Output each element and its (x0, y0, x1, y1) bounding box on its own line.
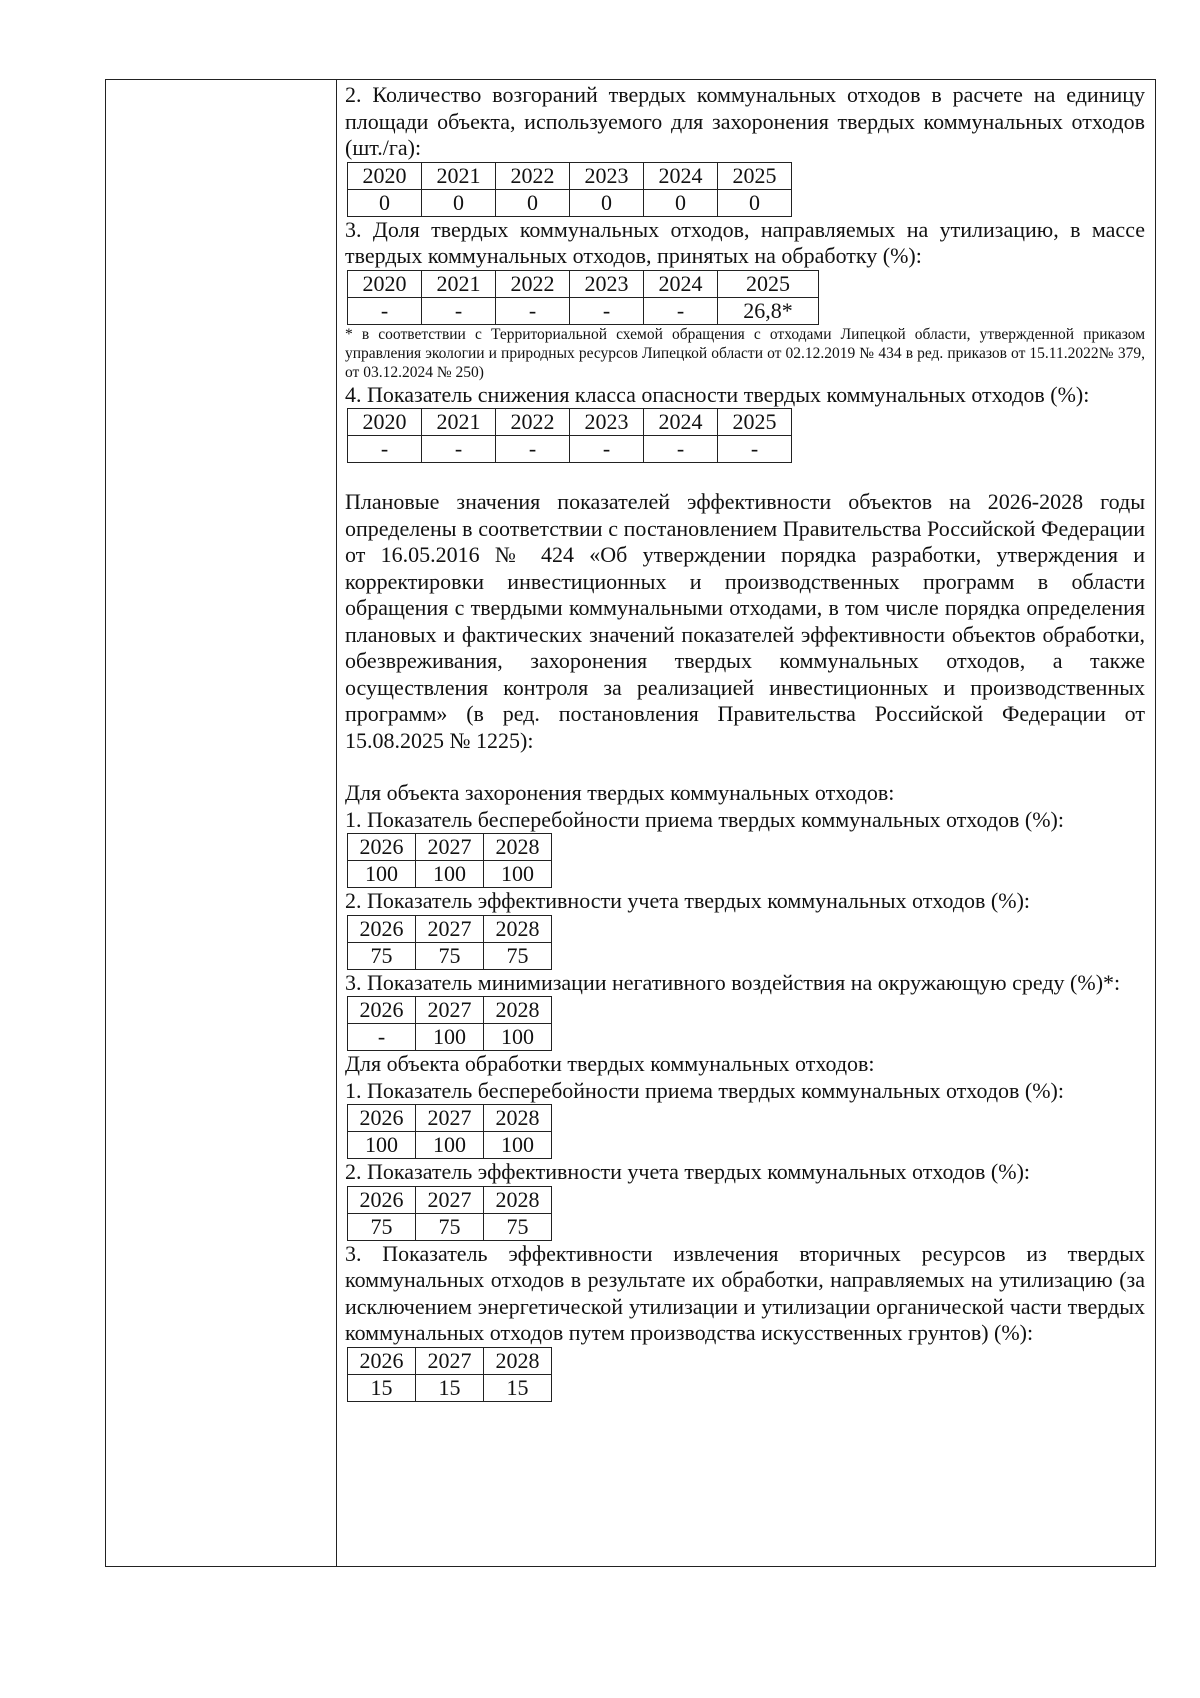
table-row-values (348, 1213, 552, 1240)
year-cell: 2028 (484, 1347, 552, 1374)
year-cell: 2026 (348, 997, 416, 1024)
table-row-values (348, 189, 792, 216)
year-cell: 2027 (416, 1105, 484, 1132)
year-cell: 2027 (416, 997, 484, 1024)
table-row-years (348, 270, 819, 297)
year-cell: 2028 (484, 915, 552, 942)
value-cell: 15 (484, 1374, 552, 1401)
year-cell: 2027 (416, 1186, 484, 1213)
year-cell: 2023 (570, 409, 644, 436)
year-cell: 2024 (644, 270, 718, 297)
processing-indicator-2-table (347, 1186, 552, 1241)
value-cell: - (422, 436, 496, 463)
year-cell: 2026 (348, 1105, 416, 1132)
value-cell: 0 (718, 189, 792, 216)
value-cell: 75 (484, 942, 552, 969)
burial-indicator-2-table (347, 915, 552, 970)
value-cell: 75 (348, 942, 416, 969)
processing-indicator-1-title: 1. Показатель бесперебойности приема твердых коммунальных отходов (%): (345, 1077, 1064, 1103)
processing-indicator-1-table (347, 1104, 552, 1159)
year-cell: 2028 (484, 1105, 552, 1132)
year-cell: 2026 (348, 1347, 416, 1374)
value-cell: 26,8* (718, 297, 819, 324)
value-cell: - (644, 297, 718, 324)
value-cell: - (644, 436, 718, 463)
year-cell: 2024 (644, 409, 718, 436)
table-row-values (348, 1132, 552, 1159)
burial-indicator-3-table (347, 996, 552, 1051)
year-cell: 2027 (416, 834, 484, 861)
value-cell: 0 (422, 189, 496, 216)
year-cell: 2023 (570, 162, 644, 189)
burial-indicator-2-title: 2. Показатель эффективности учета твердых коммунальных отходов (%): (345, 888, 1031, 913)
year-cell: 2025 (718, 270, 819, 297)
year-cell: 2028 (484, 997, 552, 1024)
burial-indicator-3-title: 3. Показатель минимизации негативного воздействия на окружающую среду (%)*: (345, 969, 1121, 995)
footnote: * в соответствии с Территориальной схемой обращения с отходами Липецкой области, утвержденной приказом управления экологии и природных ресурсов Липецкой области от 02.12.2019 № 434 в ред. приказов от 15.11.2022№ 379, от 03.12.2024 № 250) (345, 325, 1145, 381)
value-cell: 0 (570, 189, 644, 216)
value-cell: 75 (484, 1213, 552, 1240)
table-row-years (348, 997, 552, 1024)
value-cell: 100 (416, 1024, 484, 1051)
indicator-4-table (347, 408, 792, 463)
year-cell: 2022 (496, 409, 570, 436)
year-cell: 2025 (718, 409, 792, 436)
table-row-values (348, 1024, 552, 1051)
year-cell: 2026 (348, 1186, 416, 1213)
value-cell: - (570, 297, 644, 324)
value-cell: 100 (484, 861, 552, 888)
value-cell: - (570, 436, 644, 463)
plan-paragraph: Плановые значения показателей эффективности объектов на 2026-2028 годы определены в соответствии с постановлением Правительства Российской Федерации от 16.05.2016 № 424 «Об утверждении порядка разработки, утверждения и корректировки инвестиционных и производственных программ в области обращения с твердыми коммунальными отходами, в том числе порядка определения плановых и фактических значений показателей эффективности объектов обработки, обезвреживания, захоронения твердых коммунальных отходов, а также осуществления контроля за реализацией инвестиционных и производственных программ» (в ред. постановления Правительства Российской Федерации от 15.08.2025 № 1225): (345, 489, 1145, 753)
value-cell: 15 (416, 1374, 484, 1401)
year-cell: 2026 (348, 915, 416, 942)
table-row-values (348, 861, 552, 888)
table-row-years (348, 162, 792, 189)
year-cell: 2022 (496, 162, 570, 189)
year-cell: 2025 (718, 162, 792, 189)
table-row-values (348, 1374, 552, 1401)
year-cell: 2026 (348, 834, 416, 861)
year-cell: 2021 (422, 409, 496, 436)
year-cell: 2021 (422, 162, 496, 189)
year-cell: 2024 (644, 162, 718, 189)
value-cell: - (496, 436, 570, 463)
indicator-2-title: 2. Количество возгораний твердых коммунальных отходов в расчете на единицу площади объекта, используемого для захоронения твердых коммунальных отходов (шт./га): (345, 82, 1145, 160)
spacer (345, 463, 1145, 489)
value-cell: 100 (484, 1024, 552, 1051)
spacer (345, 754, 1145, 780)
year-cell: 2027 (416, 1347, 484, 1374)
value-cell: - (348, 1024, 416, 1051)
table-row-years (348, 834, 552, 861)
indicator-3-table (347, 270, 819, 325)
value-cell: 0 (496, 189, 570, 216)
table-row-years (348, 915, 552, 942)
value-cell: 100 (416, 861, 484, 888)
value-cell: 100 (484, 1132, 552, 1159)
processing-indicator-2-title: 2. Показатель эффективности учета твердых коммунальных отходов (%): (345, 1159, 1031, 1184)
table-row-values (348, 942, 552, 969)
value-cell: 0 (644, 189, 718, 216)
table-row-values (348, 436, 792, 463)
indicator-4-title: 4. Показатель снижения класса опасности твердых коммунальных отходов (%): (345, 381, 1090, 407)
processing-heading: Для объекта обработки твердых коммунальных отходов: (345, 1051, 875, 1076)
indicator-2-table (347, 162, 792, 217)
value-cell: - (496, 297, 570, 324)
column-divider (336, 80, 337, 1566)
value-cell: 15 (348, 1374, 416, 1401)
indicator-3-title: 3. Доля твердых коммунальных отходов, направляемых на утилизацию, в массе твердых коммунальных отходов, принятых на обработку (%): (345, 216, 1145, 268)
document-content (345, 82, 1145, 1402)
value-cell: 75 (416, 942, 484, 969)
burial-indicator-1-table (347, 833, 552, 888)
year-cell: 2020 (348, 270, 422, 297)
value-cell: 75 (416, 1213, 484, 1240)
year-cell: 2021 (422, 270, 496, 297)
table-row-years (348, 1186, 552, 1213)
table-row-years (348, 1105, 552, 1132)
value-cell: 100 (416, 1132, 484, 1159)
year-cell: 2020 (348, 409, 422, 436)
year-cell: 2023 (570, 270, 644, 297)
year-cell: 2022 (496, 270, 570, 297)
year-cell: 2020 (348, 162, 422, 189)
value-cell: 0 (348, 189, 422, 216)
year-cell: 2027 (416, 915, 484, 942)
value-cell: - (422, 297, 496, 324)
value-cell: 100 (348, 1132, 416, 1159)
burial-heading: Для объекта захоронения твердых коммунальных отходов: (345, 780, 895, 805)
table-row-years (348, 409, 792, 436)
processing-indicator-3-title: 3. Показатель эффективности извлечения вторичных ресурсов из твердых коммунальных отходов в результате их обработки, направляемых на утилизацию (за исключением энергетической утилизации и утилизации органической части твердых коммунальных отходов путем производства искусственных грунтов) (%): (345, 1240, 1145, 1345)
value-cell: - (718, 436, 792, 463)
year-cell: 2028 (484, 834, 552, 861)
value-cell: 75 (348, 1213, 416, 1240)
table-row-years (348, 1347, 552, 1374)
table-row-values (348, 297, 819, 324)
processing-indicator-3-table (347, 1347, 552, 1402)
burial-indicator-1-title: 1. Показатель бесперебойности приема твердых коммунальных отходов (%): (345, 806, 1064, 832)
value-cell: - (348, 297, 422, 324)
value-cell: 100 (348, 861, 416, 888)
value-cell: - (348, 436, 422, 463)
year-cell: 2028 (484, 1186, 552, 1213)
